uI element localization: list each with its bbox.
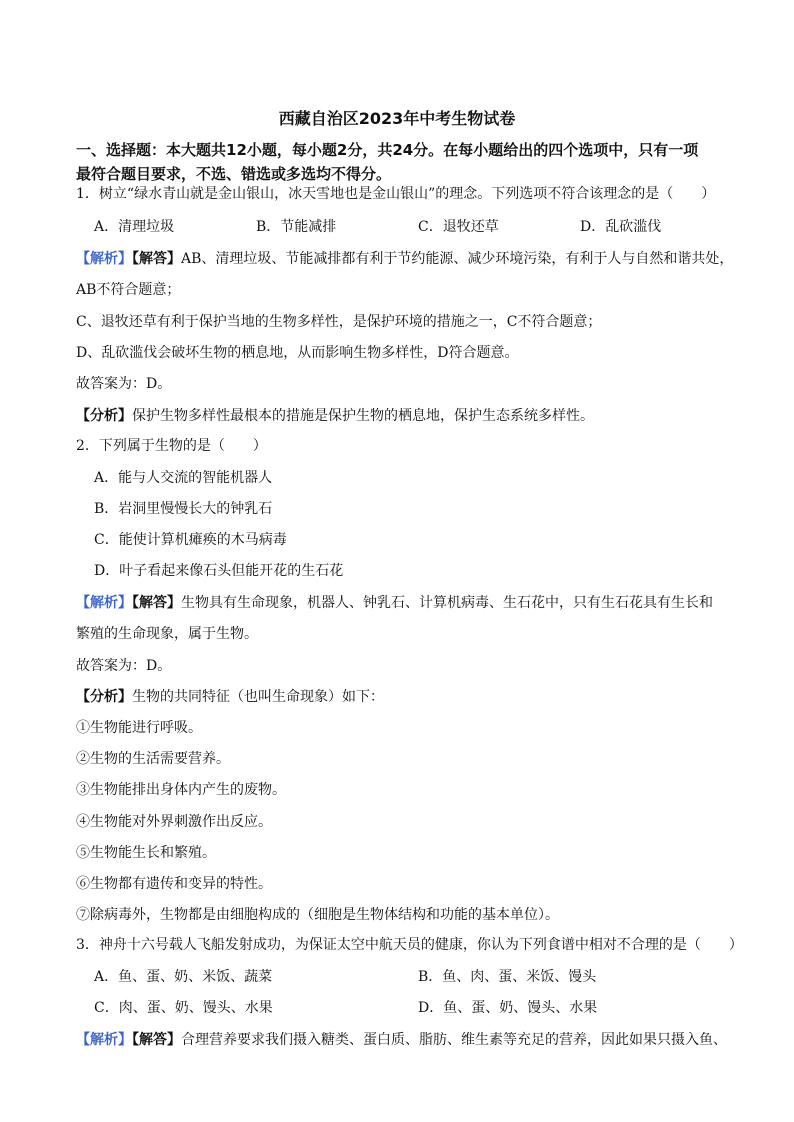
jiexi-tag: 【解析】 bbox=[76, 1032, 132, 1048]
q3-option-a: A．鱼、蛋、奶、米饭、蔬菜 bbox=[94, 969, 273, 985]
q1-analysis-text: 保护生物多样性最根本的措施是保护生物的栖息地，保护生态系统多样性。 bbox=[132, 408, 594, 424]
jieda-tag: 【解答】 bbox=[132, 1032, 181, 1048]
list-item: ③生物能排出身体内产生的废物。 bbox=[76, 782, 286, 798]
q1-solution-line3: C、退牧还草有利于保护当地的生物多样性，是保护环境的措施之一，C不符合题意； bbox=[76, 314, 602, 330]
list-item: ⑥生物都有遗传和变异的特性。 bbox=[76, 876, 272, 892]
q3-stem: 3．神舟十六号载人飞船发射成功，为保证太空中航天员的健康，你认为下列食谱中相对不合理的是（ ） bbox=[76, 937, 743, 953]
q1-final-answer: 故答案为：D。 bbox=[76, 376, 172, 392]
q3-answer-text1: 合理营养要求我们摄入糖类、蛋白质、脂肪、维生素等充足的营养，因此如果只摄入鱼、 bbox=[181, 1032, 727, 1048]
q2-solution-line1 bbox=[76, 593, 713, 613]
page-title: 西藏自治区2023年中考生物试卷 bbox=[278, 109, 516, 128]
jieda-tag: 【解答】 bbox=[132, 595, 181, 611]
q1-option-c: C．退牧还草 bbox=[418, 219, 499, 235]
q1-analysis bbox=[76, 406, 594, 426]
q2-answer-text1: 生物具有生命现象，机器人、钟乳石、计算机病毒、生石花中，只有生石花具有生长和 bbox=[181, 595, 713, 611]
q1-solution-line4: D、乱砍滥伐会破坏生物的栖息地，从而影响生物多样性，D符合题意。 bbox=[76, 345, 519, 361]
fenxi-tag: 【分析】 bbox=[76, 408, 132, 424]
q2-solution-line2: 繁殖的生命现象，属于生物。 bbox=[76, 626, 258, 642]
q2-analysis bbox=[76, 687, 384, 707]
list-item: ①生物能进行呼吸。 bbox=[76, 720, 202, 736]
q1-option-d: D．乱砍滥伐 bbox=[580, 219, 662, 235]
list-item: ⑦除病毒外，生物都是由细胞构成的（细胞是生物体结构和功能的基本单位）。 bbox=[76, 907, 559, 923]
q2-option-c: C．能使计算机瘫痪的木马病毒 bbox=[94, 532, 287, 548]
q1-answer-text1: AB、清理垃圾、节能减排都有利于节约能源、减少环境污染，有利于人与自然和谐共处， bbox=[181, 251, 734, 267]
q1-solution-line2: AB不符合题意； bbox=[76, 282, 181, 298]
q2-stem: 2．下列属于生物的是（ ） bbox=[76, 438, 267, 454]
q2-final-answer: 故答案为：D。 bbox=[76, 658, 172, 674]
q1-option-b: B．节能减排 bbox=[256, 219, 337, 235]
q1-option-a: A．清理垃圾 bbox=[94, 219, 175, 235]
jiexi-tag: 【解析】 bbox=[76, 251, 132, 267]
jieda-tag: 【解答】 bbox=[132, 251, 181, 267]
q3-option-b: B．鱼、肉、蛋、米饭、馒头 bbox=[418, 969, 597, 985]
section-heading-line1: 一、选择题：本大题共12小题，每小题2分，共24分。在每小题给出的四个选项中，只有一项 bbox=[76, 141, 699, 159]
q2-option-a: A．能与人交流的智能机器人 bbox=[94, 470, 273, 486]
jiexi-tag: 【解析】 bbox=[76, 595, 132, 611]
fenxi-tag: 【分析】 bbox=[76, 689, 132, 705]
list-item: ④生物能对外界刺激作出反应。 bbox=[76, 814, 272, 830]
list-item: ⑤生物能生长和繁殖。 bbox=[76, 845, 216, 861]
q1-stem: 1．树立“绿水青山就是金山银山，冰天雪地也是金山银山”的理念。下列选项不符合该理念的是（ ） bbox=[76, 186, 716, 202]
q3-option-d: D．鱼、蛋、奶、馒头、水果 bbox=[418, 1000, 598, 1016]
q2-option-d: D．叶子看起来像石头但能开花的生石花 bbox=[94, 563, 344, 579]
q3-solution-line1 bbox=[76, 1030, 727, 1050]
q1-solution-line1 bbox=[76, 249, 733, 269]
q2-analysis-text: 生物的共同特征（也叫生命现象）如下： bbox=[132, 689, 384, 705]
q2-option-b: B．岩洞里慢慢长大的钟乳石 bbox=[94, 501, 273, 517]
section-heading-line2: 最符合题目要求，不选、错选或多选均不得分。 bbox=[76, 165, 392, 183]
section-heading bbox=[76, 138, 756, 186]
list-item: ②生物的生活需要营养。 bbox=[76, 751, 230, 767]
q3-option-c: C．肉、蛋、奶、馒头、水果 bbox=[94, 1000, 273, 1016]
